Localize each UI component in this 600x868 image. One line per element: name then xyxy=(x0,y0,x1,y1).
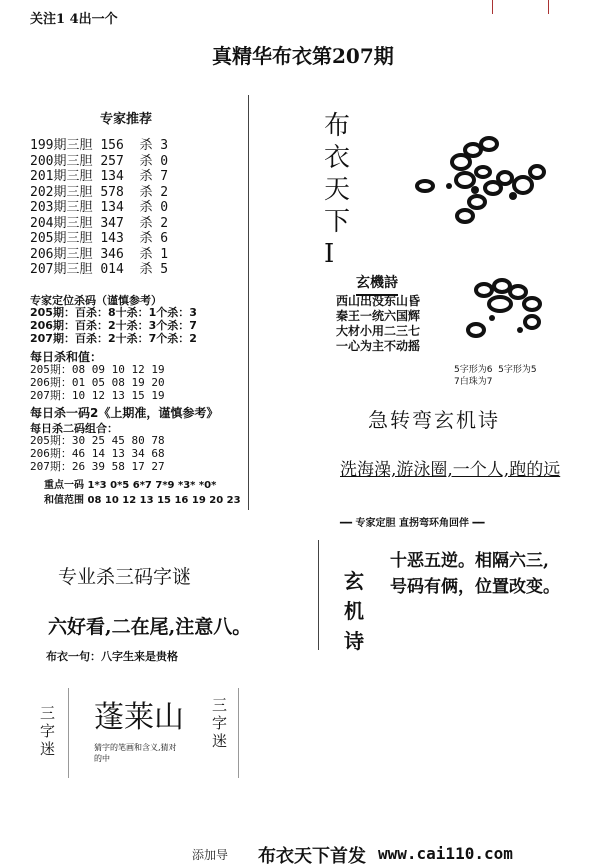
riddle-box-left-line xyxy=(68,688,69,778)
position-kill-row: 206期：百杀：2十杀：3个杀：7 xyxy=(30,319,197,332)
poem-line: 十恶五逆。相隔六三, xyxy=(390,551,549,571)
footer-add[interactable]: 添加导 xyxy=(192,848,229,862)
page-title: 真精华布衣第207期 xyxy=(212,44,394,68)
xuanji-poem-line: 一心为主不动摇 xyxy=(336,339,421,353)
position-kill-heading: 专家定位杀码（谨慎参考） xyxy=(30,294,162,307)
expert-heading: 专家推荐 xyxy=(100,112,153,127)
xuanji-poem-heading: 玄機詩 xyxy=(356,272,398,296)
daily-sum-row: 205期：08 09 10 12 19 xyxy=(30,363,165,376)
expert-row: 204期三胆 347 杀 2 xyxy=(30,215,169,231)
top-right-lines xyxy=(492,0,493,14)
form-note-1: 5字形为6 5字形为5 xyxy=(454,365,537,375)
buyi-char: 下 xyxy=(324,207,351,237)
daily-kill-two-row: 205期：30 25 45 80 78 xyxy=(30,434,165,447)
expert-row: 200期三胆 257 杀 0 xyxy=(30,153,169,169)
jizhuan-title: 急转弯玄机诗 xyxy=(368,408,500,432)
daily-kill-two-heading: 每日杀二码组合： xyxy=(30,422,118,435)
xuanji-poem-lines xyxy=(336,294,420,354)
xuanji-char: 机 xyxy=(344,599,364,623)
xuanji-vertical xyxy=(344,566,364,656)
top-right-lines-2 xyxy=(548,0,549,14)
xuanji-char: 诗 xyxy=(344,629,364,653)
bead-chain-illustration xyxy=(405,130,555,230)
poem-line: 号码有俩，位置改变。 xyxy=(390,577,560,597)
three-char-left: 三字迷 xyxy=(40,704,56,758)
buyi-char: 衣 xyxy=(324,143,351,173)
sum-range: 和值范围 08 10 12 13 15 16 19 20 23 xyxy=(44,495,241,506)
expert-row: 202期三胆 578 杀 2 xyxy=(30,184,169,200)
expert-row: 205期三胆 143 杀 6 xyxy=(30,231,169,246)
top-note: 关注1 4出一个 xyxy=(30,12,118,27)
wash-line: 洗海澡,游泳圈,一个人,跑的远 xyxy=(340,460,561,480)
footer-brand: 布衣天下首发 xyxy=(258,846,366,867)
expert-decided xyxy=(340,514,485,529)
expert-row: 203期三胆 134 杀 0 xyxy=(30,200,169,215)
position-kill-list xyxy=(30,306,197,345)
xuanji-char: 玄 xyxy=(344,569,364,593)
daily-sum-heading: 每日杀和值： xyxy=(30,350,103,364)
buyi-vertical xyxy=(324,110,350,270)
riddle-line: 六好看,二在尾,注意八。 xyxy=(48,616,252,638)
dash-right: ━━ xyxy=(472,518,485,529)
pro-kill-title: 专业杀三码字谜 xyxy=(58,566,192,588)
poem-lines xyxy=(390,548,560,600)
three-char-right: 三字迷 xyxy=(212,696,228,750)
buyi-char: 天 xyxy=(324,175,351,205)
buyi-char: 布 xyxy=(324,111,351,141)
expert-row: 199期三胆 156 杀 3 xyxy=(30,138,169,153)
left-panel-divider xyxy=(248,95,249,510)
xuanji-divider xyxy=(318,540,319,650)
key-one-code: 重点一码 1*3 0*5 6*7 7*9 *3* *0* xyxy=(44,480,217,491)
xuanji-poem-line: 西山出没东山昏 xyxy=(336,294,421,308)
dash-left: ━━ xyxy=(340,518,353,529)
daily-kill-two-row: 206期：46 14 13 34 68 xyxy=(30,447,165,460)
penglai-title: 蓬莱山 xyxy=(94,700,184,735)
daily-kill-one: 每日杀一码2《上期准，谨慎参考》 xyxy=(30,406,219,420)
daily-sum-row: 207期：10 12 13 15 19 xyxy=(30,389,165,402)
expert-decided-text: 专家定胆 直拐弯环角回伴 xyxy=(355,518,470,529)
buyi-char: I xyxy=(324,239,335,269)
xuanji-poem-line: 大材小用二三七 xyxy=(336,324,421,338)
penglai-caption: 猜字的笔画和含义,猜对的中 xyxy=(94,743,177,763)
footer-url[interactable]: www.cai110.com xyxy=(378,844,513,863)
position-kill-row: 207期：百杀：2十杀：7个杀：2 xyxy=(30,332,197,345)
buyi-sentence: 布衣一句：八字生来是贵格 xyxy=(46,650,178,663)
riddle-box-right-line xyxy=(238,688,239,778)
daily-sum-list xyxy=(30,363,165,402)
daily-sum-row: 206期：01 05 08 19 20 xyxy=(30,376,165,389)
daily-kill-two-row: 207期：26 39 58 17 27 xyxy=(30,460,165,473)
expert-table xyxy=(30,138,168,278)
form-note-2: 7白珠为7 xyxy=(454,377,493,387)
position-kill-row: 205期：百杀：8十杀：1个杀：3 xyxy=(30,306,197,319)
daily-kill-two-list xyxy=(30,434,165,473)
bead-ring-illustration xyxy=(462,278,552,348)
expert-row: 207期三胆 014 杀 5 xyxy=(30,262,169,277)
expert-row: 206期三胆 346 杀 1 xyxy=(30,246,169,262)
xuanji-poem-line: 秦王一统六国辉 xyxy=(336,309,421,323)
expert-row: 201期三胆 134 杀 7 xyxy=(30,169,169,184)
